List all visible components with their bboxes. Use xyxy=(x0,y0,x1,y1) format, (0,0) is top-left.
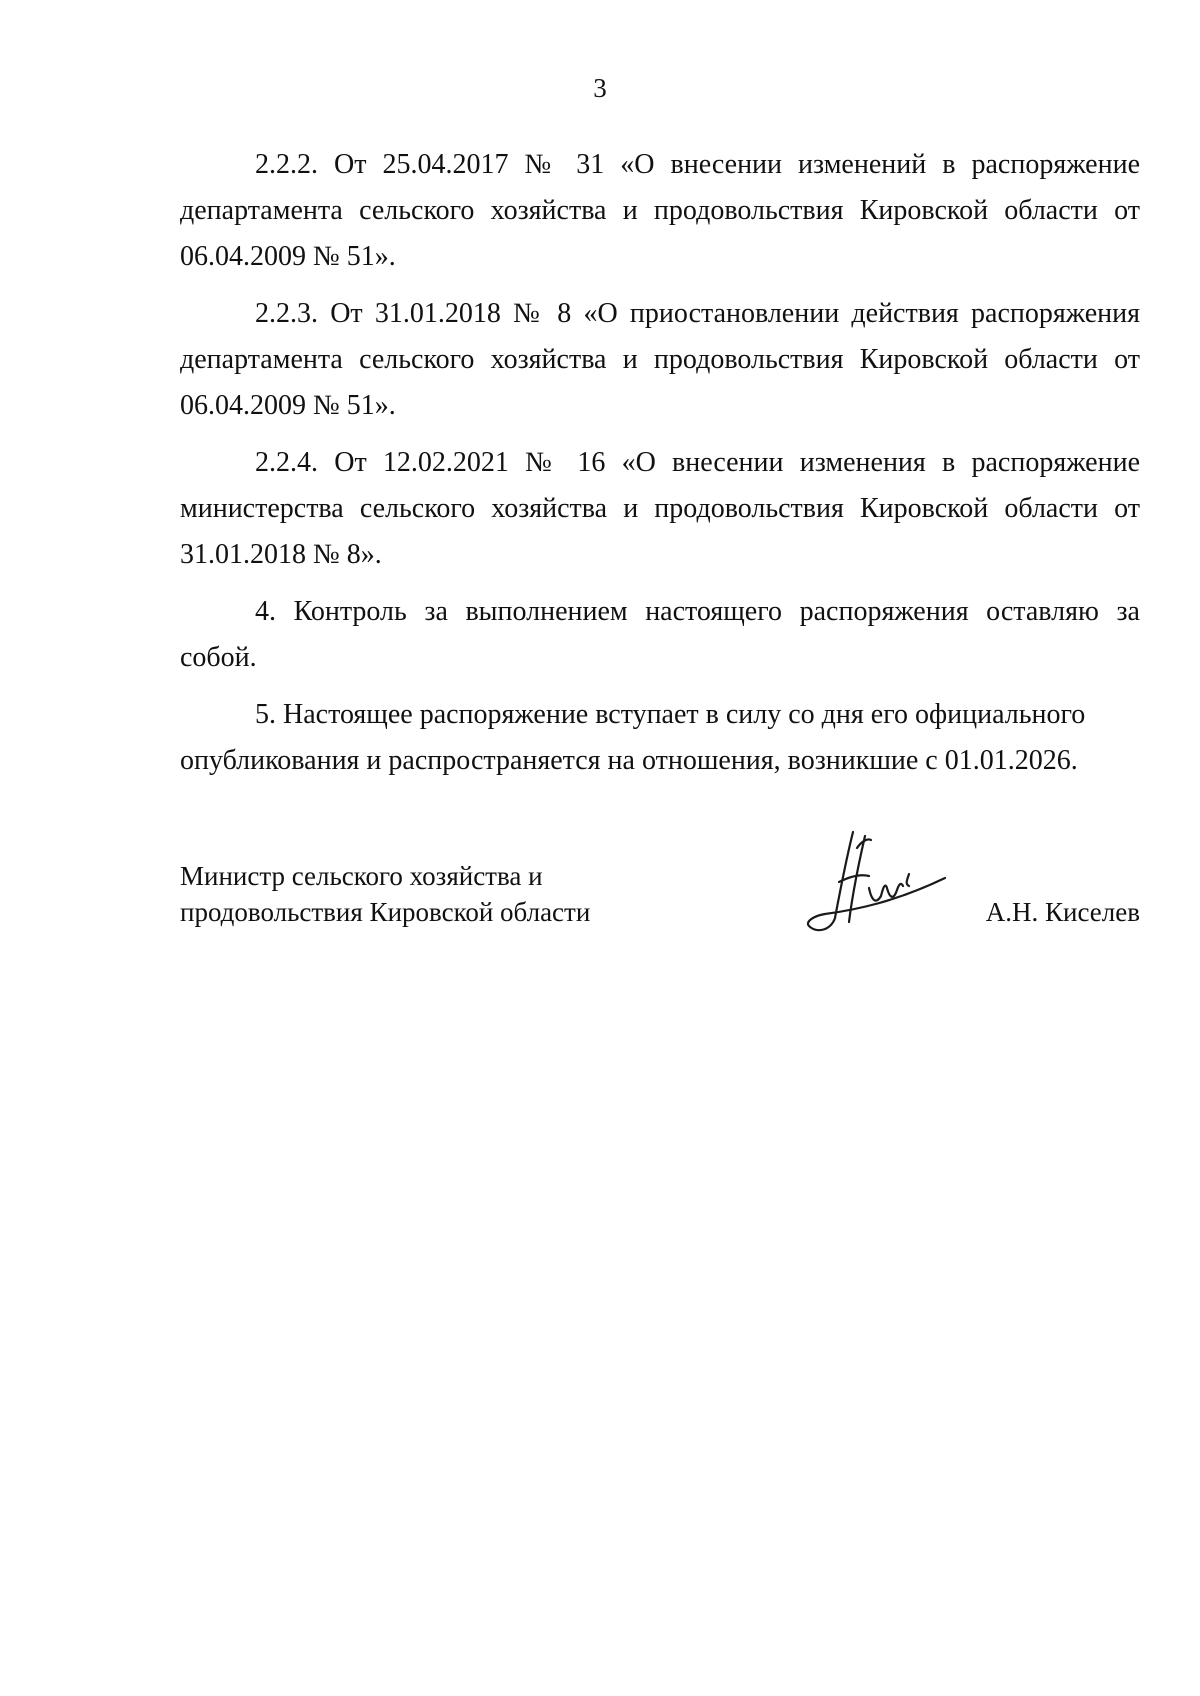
handwritten-signature xyxy=(795,826,955,946)
signer-position xyxy=(180,858,590,930)
signer-position-line-2: продовольствия Кировской области xyxy=(180,897,591,927)
paragraph-4: 4. Контроль за выполнением настоящего распоряжения оставляю за собой. xyxy=(180,596,1140,673)
signer-position-line-1: Министр сельского хозяйства и xyxy=(180,861,543,891)
paragraph-2-2-2: 2.2.2. От 25.04.2017 № 31 «О внесении изменений в распоряжение департамента сельского хозяйства и продовольствия Кировской области от 06.04.2009 № 51». xyxy=(180,149,1140,272)
document-body xyxy=(180,142,1140,795)
page-number: 3 xyxy=(593,73,607,103)
paragraph-2-2-3: 2.2.3. От 31.01.2018 № 8 «О приостановлении действия распоряжения департамента сельского хозяйства и продовольствия Кировской области от 06.04.2009 № 51». xyxy=(180,298,1140,421)
signer-name: А.Н. Киселев xyxy=(985,897,1140,927)
paragraph-5: 5. Настоящее распоряжение вступает в силу со дня его официального опубликования и распространяется на отношения, возникшие с 01.01.2026. xyxy=(180,699,1086,776)
signature-block xyxy=(180,858,1140,968)
paragraph-2-2-4: 2.2.4. От 12.02.2021 № 16 «О внесении изменения в распоряжение министерства сельского хозяйства и продовольствия Кировской области от 31.01.2018 № 8». xyxy=(180,447,1140,570)
